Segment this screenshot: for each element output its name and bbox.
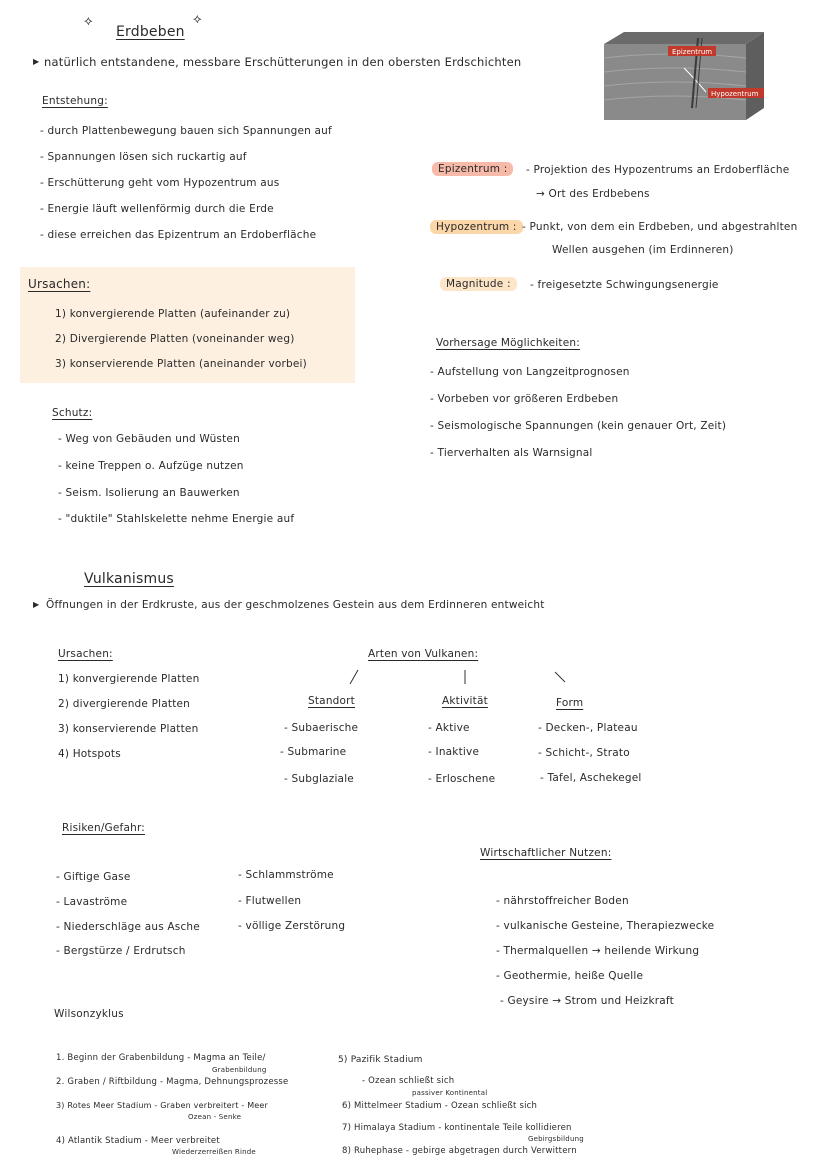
wilson-stage: 7) Himalaya Stadium - kontinentale Teile kollidieren xyxy=(342,1123,572,1133)
form-heading: Form xyxy=(556,697,584,709)
risiken-heading: Risiken/Gefahr: xyxy=(62,822,146,834)
arten-heading: Arten von Vulkanen: xyxy=(368,648,479,660)
vulkan-ursachen-item: 2) divergierende Platten xyxy=(58,698,191,710)
vulkan-ursachen-heading: Ursachen: xyxy=(58,648,113,660)
risiken-item: - Schlammströme xyxy=(238,869,334,881)
magnitude-definition: - freigesetzte Schwingungsenergie xyxy=(530,279,719,291)
epizentrum-term: Epizentrum : xyxy=(432,162,513,176)
aktivitaet-heading: Aktivität xyxy=(442,695,488,707)
entstehung-item: - durch Plattenbewegung bauen sich Spannungen auf xyxy=(40,125,332,137)
schutz-heading: Schutz: xyxy=(52,407,93,419)
wilson-stage: 2. Graben / Riftbildung - Magma, Dehnungsprozesse xyxy=(56,1077,289,1087)
wilson-stage: 4) Atlantik Stadium - Meer verbreitet xyxy=(56,1136,220,1146)
epizentrum-definition-2: → Ort des Erdbebens xyxy=(536,188,650,200)
standort-item: - Subaerische xyxy=(284,722,359,734)
ursachen-item: 3) konservierende Platten (aneinander vorbei) xyxy=(55,358,307,370)
ursachen-heading: Ursachen: xyxy=(28,277,91,291)
aktivitaet-item: - Inaktive xyxy=(428,746,480,758)
schutz-item: - keine Treppen o. Aufzüge nutzen xyxy=(58,460,244,472)
standort-item: - Subglaziale xyxy=(284,773,354,785)
wilson-stage: 3) Rotes Meer Stadium - Graben verbreitert - Meer xyxy=(56,1101,269,1110)
vulkan-ursachen-item: 1) konvergierende Platten xyxy=(58,673,200,685)
wilson-stage: 6) Mittelmeer Stadium - Ozean schließt sich xyxy=(342,1101,538,1111)
schutz-item: - Weg von Gebäuden und Wüsten xyxy=(58,433,240,445)
wilson-stage-note: Grabenbildung xyxy=(212,1066,267,1074)
hypozentrum-label: Hypozentrum xyxy=(711,90,759,98)
arten-branch-lines xyxy=(340,666,580,690)
vulkanismus-title: Vulkanismus xyxy=(84,571,174,587)
vorhersage-item: - Seismologische Spannungen (kein genauer Ort, Zeit) xyxy=(430,420,727,432)
schutz-item: - Seism. Isolierung an Bauwerken xyxy=(58,487,240,499)
hypozentrum-definition-2: Wellen ausgehen (im Erdinneren) xyxy=(552,244,734,256)
wilson-stage: - Ozean schließt sich xyxy=(362,1076,455,1086)
risiken-item: - Lavaströme xyxy=(56,896,128,908)
entstehung-item: - Energie läuft wellenförmig durch die Erde xyxy=(40,203,274,215)
nutzen-item: - nährstoffreicher Boden xyxy=(496,895,629,907)
earthquake-diagram xyxy=(598,28,766,122)
vorhersage-item: - Aufstellung von Langzeitprognosen xyxy=(430,366,630,378)
vorhersage-item: - Tierverhalten als Warnsignal xyxy=(430,447,593,459)
risiken-item: - Bergstürze / Erdrutsch xyxy=(56,945,186,957)
entstehung-item: - diese erreichen das Epizentrum an Erdoberfläche xyxy=(40,229,317,241)
bullet-icon: ▶ xyxy=(33,600,40,609)
form-item: - Tafel, Aschekegel xyxy=(540,772,642,784)
vulkanismus-definition: Öffnungen in der Erdkruste, aus der geschmolzenes Gestein aus dem Erdinneren entweicht xyxy=(46,599,545,611)
standort-item: - Submarine xyxy=(280,746,347,758)
entstehung-item: - Erschütterung geht vom Hypozentrum aus xyxy=(40,177,280,189)
hypozentrum-term: Hypozentrum : xyxy=(430,220,523,234)
standort-heading: Standort xyxy=(308,695,355,707)
aktivitaet-item: - Aktive xyxy=(428,722,470,734)
hypozentrum-definition: - Punkt, von dem ein Erdbeben, und abgestrahlten xyxy=(522,221,798,233)
risiken-item: - Flutwellen xyxy=(238,895,302,907)
nutzen-item: - Thermalquellen → heilende Wirkung xyxy=(496,945,700,957)
crack-icon: ⟡ xyxy=(84,14,93,29)
nutzen-item: - Geysire → Strom und Heizkraft xyxy=(500,995,674,1007)
wilson-stage-note: Ozean - Senke xyxy=(188,1113,242,1121)
wilson-stage-note: passiver Kontinental xyxy=(412,1089,488,1097)
wilson-stage: 5) Pazifik Stadium xyxy=(338,1055,423,1065)
vulkan-ursachen-item: 3) konservierende Platten xyxy=(58,723,199,735)
ursachen-item: 1) konvergierende Platten (aufeinander zu) xyxy=(55,308,291,320)
ursachen-item: 2) Divergierende Platten (voneinander weg) xyxy=(55,333,295,345)
wilson-stage: 8) Ruhephase - gebirge abgetragen durch Verwittern xyxy=(342,1146,577,1156)
vorhersage-item: - Vorbeben vor größeren Erdbeben xyxy=(430,393,619,405)
vorhersage-heading: Vorhersage Möglichkeiten: xyxy=(436,337,580,349)
schutz-item: - "duktile" Stahlskelette nehme Energie auf xyxy=(58,513,295,525)
aktivitaet-item: - Erloschene xyxy=(428,773,496,785)
entstehung-heading: Entstehung: xyxy=(42,95,108,107)
wilson-stage-note: Gebirgsbildung xyxy=(528,1135,584,1143)
bullet-icon: ▶ xyxy=(33,57,40,66)
entstehung-item: - Spannungen lösen sich ruckartig auf xyxy=(40,151,247,163)
nutzen-item: - vulkanische Gesteine, Therapiezwecke xyxy=(496,920,715,932)
risiken-item: - völlige Zerstörung xyxy=(238,920,346,932)
epizentrum-definition: - Projektion des Hypozentrums an Erdoberfläche xyxy=(526,164,790,176)
erdbeben-definition: natürlich entstandene, messbare Erschütterungen in den obersten Erdschichten xyxy=(44,55,522,69)
crack-icon: ⟡ xyxy=(193,12,202,27)
wilson-stage-note: Wiederzerreißen Rinde xyxy=(172,1148,256,1156)
wilson-heading: Wilsonzyklus xyxy=(54,1008,124,1020)
nutzen-item: - Geothermie, heiße Quelle xyxy=(496,970,644,982)
risiken-item: - Giftige Gase xyxy=(56,871,131,883)
epizentrum-label: Epizentrum xyxy=(672,48,713,56)
wilson-stage: 1. Beginn der Grabenbildung - Magma an Teile/ xyxy=(56,1053,266,1063)
risiken-item: - Niederschläge aus Asche xyxy=(56,921,200,933)
form-item: - Schicht-, Strato xyxy=(538,747,630,759)
magnitude-term: Magnitude : xyxy=(440,277,517,291)
vulkan-ursachen-item: 4) Hotspots xyxy=(58,748,121,760)
form-item: - Decken-, Plateau xyxy=(538,722,638,734)
nutzen-heading: Wirtschaftlicher Nutzen: xyxy=(480,847,612,859)
erdbeben-title: Erdbeben xyxy=(116,24,185,40)
